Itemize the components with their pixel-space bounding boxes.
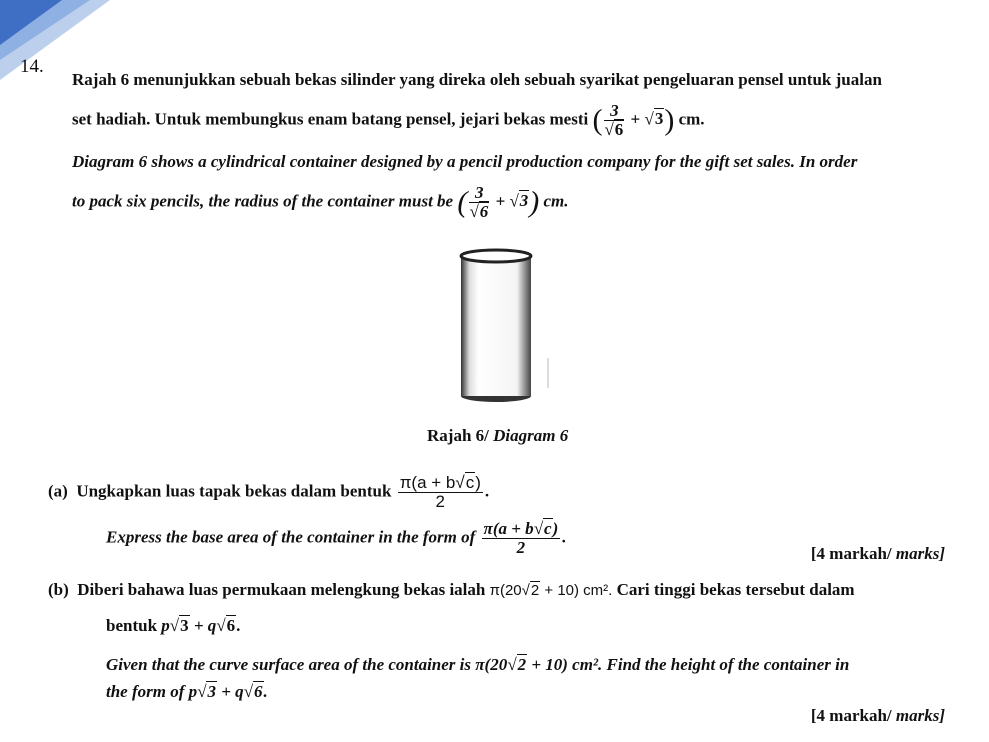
part-a-english: Express the base area of the container in the form of $\frac{\pi(a + b√c)}{2}$ . xyxy=(106,519,567,557)
part-b-marks: [4 markah/ marks] xyxy=(810,706,945,725)
intro-malay-text: set hadiah. Untuk membungkus enam batang pensel, jejari bekas mesti xyxy=(72,109,589,129)
intro-malay-line2: set hadiah. Untuk membungkus enam batang pensel, jejari bekas mesti ( $\frac{3}{√6}$ + √3) cm. xyxy=(72,101,705,139)
question-number: 14. xyxy=(20,56,44,77)
radius-fraction: $\frac{3}{√6}$ xyxy=(604,101,624,139)
part-a-marks: [4 markah/ marks] xyxy=(810,544,945,563)
part-a-malay: (a) Ungkapkan luas tapak bekas dalam bentuk $\frac{\pi(a + b√c)}{2}$ . xyxy=(48,473,490,511)
cylinder-diagram xyxy=(455,248,565,408)
part-a-label: (a) xyxy=(48,481,68,501)
intro-english-line1: Diagram 6 shows a cylindrical container designed by a pencil production company for the gift set sales. In order xyxy=(72,152,858,171)
part-b-malay-line1: (b) Diberi bahawa luas permukaan melengkung bekas ialah π(20√2 + 10) cm². Cari tinggi bekas tersebut dalam xyxy=(48,580,855,599)
part-b-english-line2: the form of p√3 + q√6. xyxy=(106,682,268,701)
base-area-formula: $\frac{\pi(a + b√c)}{2}$ xyxy=(399,473,481,511)
part-b-malay-line2: bentuk p√3 + q√6. xyxy=(106,616,241,635)
part-b-label: (b) xyxy=(48,580,69,599)
intro-english-line2: to pack six pencils, the radius of the container must be ( $\frac{3}{√6}$ + √3) cm. xyxy=(72,183,569,221)
intro-malay-line1: Rajah 6 menunjukkan sebuah bekas silinder yang direka oleh sebuah syarikat pengeluaran pensel untuk jualan xyxy=(72,70,882,89)
diagram-caption: Rajah 6/ Diagram 6 xyxy=(427,426,569,445)
part-b-english-line1: Given that the curve surface area of the container is π(20√2 + 10) cm². Find the height of the container in xyxy=(106,655,850,674)
